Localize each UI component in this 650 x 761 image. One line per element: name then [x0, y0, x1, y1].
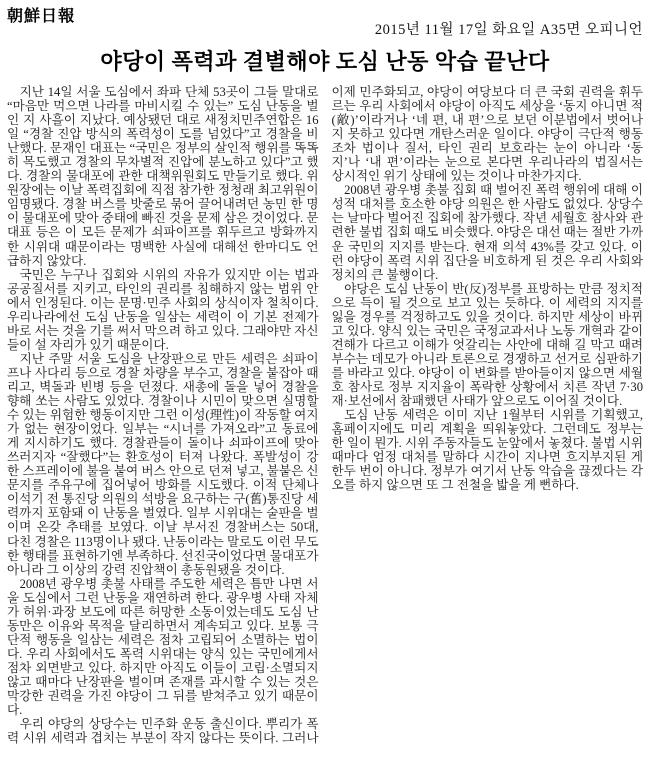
article-paragraph-5: 우리 야당의 상당수는 민주화 운동 출신이다. 뿌리가 폭력 시위 세력과 겹치는 부분이 작지 않다는 뜻이다. 그러나 이제 민주화되고, 야당이 여당보다 더 큰 국회 권력을 휘두르는 우리 사회에서 야당이 아직도 세상을 ‘동지 아니면 적(敵)’이라거나 ‘네 편, 내 편’으로 보던 이분법에서 벗어나지 못하고 있다면 개탄스러운 일이다. 야당이 극단적 행동조차 법이나 질서, 타인 권리 보호라는 눈이 아니라 ‘동지’나 ‘내 편’이라는 눈으로 본다면 우리나라의 법질서는 상시적인 위기 상태에 있는 것이나 마찬가지다. — [7, 85, 643, 746]
masthead-logo: 朝鮮日報 — [7, 8, 76, 25]
article-headline: 야당이 폭력과 결별해야 도심 난동 악습 끝난다 — [100, 49, 550, 74]
article-paragraph-7: 야당은 도심 난동이 반(反)정부를 표방하는 만큼 정치적으로 득이 될 것으로 보고 있는 듯하다. 이 세력의 지지를 잃을 경우를 걱정하고도 있을 것이다. 하지만 세상이 바뀌고 있다. 양식 있는 국민은 국정교과서나 노동 개혁과 같이 견해가 다르고 이해가 엇갈리는 사안에 대해 길 막고 때려 부수는 데모가 아니라 토론으로 경쟁하고 선거로 심판하기를 바라고 있다. 야당이 이 변화를 받아들이지 않으면 세월호 참사로 정부 지지율이 폭락한 상황에서 치른 작년 7·30 재·보선에서 참패했던 사태가 앞으로도 이어질 것이다. — [331, 281, 643, 409]
article-paragraph-6: 2008년 광우병 촛불 집회 때 벌어진 폭력 행위에 대해 이성적 대처를 호소한 야당 의원은 한 사람도 없었다. 상당수는 날마다 벌어진 집회에 참가했다. 작년 세월호 참사와 관련한 불법 집회 때도 비슷했다. 야당은 대선 때는 절반 가까운 국민의 지지를 받는다. 현재 의석 43%를 갖고 있다. 이런 야당이 폭력 시위 집단을 비호하게 된 것은 우리 사회와 정치의 큰 불행이다. — [331, 183, 643, 282]
article-body — [7, 85, 643, 758]
article-paragraph-1: 지난 14일 서울 도심에서 좌파 단체 53곳이 그들 말대로 “마음만 먹으면 나라를 마비시킬 수 있는” 도심 난동을 벌인 지 사흘이 지났다. 예상됐던 대로 새정치민주연합은 16일 “경찰 진압 방식의 폭력성이 도를 넘었다”고 경찰을 비난했다. 문재인 대표는 “국민은 정부의 살인적 행위를 똑똑히 목도했고 경찰의 무차별적 진압에 분노하고 있다”고 했다. 경찰의 물대포에 관한 대책위원회도 만들기로 했다. 위원장에는 이날 폭력집회에 직접 참가한 정청래 최고위원이 임명됐다. 경찰 버스를 밧줄로 묶어 끌어내려던 농민 한 명이 물대포에 맞아 중태에 빠진 것을 문제 삼은 것이었다. 문 대표 등은 이 모든 문제가 쇠파이프를 휘두르고 방화까지 한 시위대 때문이라는 명백한 사실에 대해선 한마디도 언급하지 않았다. — [7, 85, 319, 268]
article-paragraph-8: 도심 난동 세력은 이미 지난 1월부터 시위를 기획했고, 홈페이지에도 미리 계획을 띄워놓았다. 그런데도 정부는 한 일이 뭔가. 시위 주동자들도 눈앞에서 놓쳤다. 불법 시위 때마다 엄정 대처를 말하다 시간이 지나면 흐지부지된 게 한두 번이 아니다. 정부가 여기서 난동 악습을 끊겠다는 각오를 하지 않으면 또 그 전철을 밟을 게 뻔하다. — [331, 408, 643, 493]
article-paragraph-2: 국민은 누구나 집회와 시위의 자유가 있지만 이는 법과 공공질서를 지키고, 타인의 권리를 침해하지 않는 범위 안에서 인정된다. 이는 문명·민주 사회의 상식이자 철칙이다. 우리나라에선 도심 난동을 일삼는 세력이 이 기본 전제가 바로 서는 것을 기를 써서 막으려 하고 있다. 그래야만 자신들이 설 자리가 있기 때문이다. — [7, 267, 319, 352]
dateline: 2015년 11월 17일 화요일 A35면 오피니언 — [374, 22, 643, 38]
article-paragraph-3: 지난 주말 서울 도심을 난장판으로 만든 세력은 쇠파이프나 사다리 등으로 경찰 차량을 부수고, 경찰을 붙잡아 때리고, 벽돌과 빈병 등을 던졌다. 새총에 돌을 넣어 경찰을 향해 쏘는 사람도 있었다. 경찰이나 시민이 맞으면 실명할 수 있는 위험한 행동이지만 그런 이성(理性)이 작동할 여지가 없는 현장이었다. 일부는 “시너를 가져오라”고 동료에게 지시하기도 했다. 경찰관들이 돌이나 쇠파이프에 맞아 쓰러지자 “잘했다”는 환호성이 터져 나왔다. 폭발성이 강한 스프레이에 불을 붙여 버스 안으로 던져 넣고, 불붙은 신문지를 주유구에 집어넣어 방화를 시도했다. 이적 단체나 이석기 전 통진당 의원의 석방을 요구하는 구(舊)통진당 세력까지 포함돼 이 난동을 벌였다. 일부 시위대는 술판을 벌이며 온갖 추태를 보였다. 이날 부서진 경찰버스는 50대, 다친 경찰은 113명이나 됐다. 난동이라는 말로도 이런 무도한 행태를 표현하기엔 부족하다. 선진국이었다면 물대포가 아니라 그 이상의 강력 진압책이 총동원됐을 것이다. — [7, 351, 319, 577]
article-paragraph-4: 2008년 광우병 촛불 사태를 주도한 세력은 틈만 나면 서울 도심에서 그런 난동을 재연하려 한다. 광우병 사태 자체가 허위·과장 보도에 따른 허망한 소동이었는데도 도심 난동만은 이유와 목적을 달리하면서 계속되고 있다. 보통 극단적 행동을 일삼는 세력은 점차 고립되어 소멸하는 법이다. 우리 사회에서도 폭력 시위대는 양식 있는 국민에게서 점차 외면받고 있다. 하지만 아직도 이들이 고립·소멸되지 않고 때마다 난장판을 벌이며 존재를 과시할 수 있는 것은 막강한 권력을 가진 야당이 그 뒤를 받쳐주고 있기 때문이다. — [7, 576, 319, 718]
